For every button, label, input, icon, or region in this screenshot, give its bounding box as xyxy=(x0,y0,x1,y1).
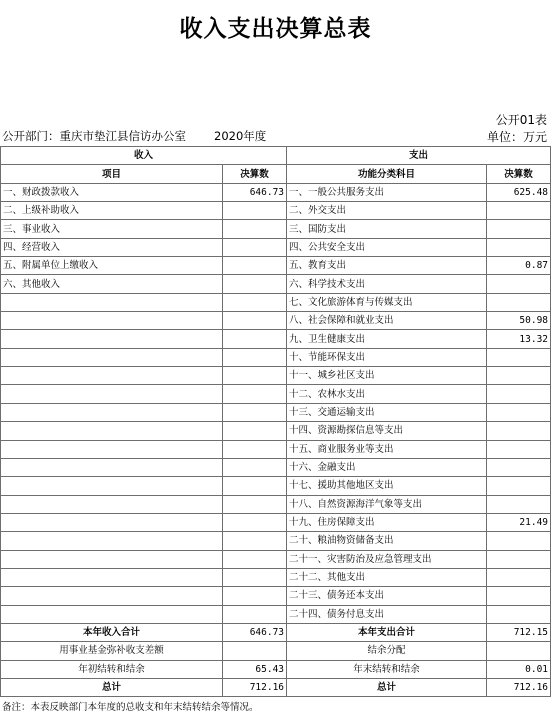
table-row xyxy=(1,330,551,348)
expense-value-cell xyxy=(487,587,551,605)
expense-value-cell: 50.98 xyxy=(487,312,551,330)
income-item-cell xyxy=(1,403,223,421)
table-row xyxy=(1,183,551,201)
table-column-header xyxy=(1,165,551,183)
unit-label: 单位：万元 xyxy=(486,130,547,144)
expense-value-cell xyxy=(487,202,551,220)
expense-value-cell xyxy=(487,238,551,256)
expense-value-cell xyxy=(487,220,551,238)
expense-value-cell xyxy=(487,605,551,623)
income-value-cell xyxy=(223,403,287,421)
subsidy-row xyxy=(1,642,551,660)
income-item-cell xyxy=(1,385,223,403)
table-row xyxy=(1,238,551,256)
expense-item-cell: 十九、住房保障支出 xyxy=(287,513,487,531)
income-item-cell xyxy=(1,458,223,476)
carryover-row xyxy=(1,660,551,678)
end-carryover-label: 年末结转和结余 xyxy=(287,660,487,678)
expense-item-cell: 二、外交支出 xyxy=(287,202,487,220)
table-row xyxy=(1,513,551,531)
table-row xyxy=(1,275,551,293)
income-item-cell xyxy=(1,495,223,513)
expense-item-cell: 十三、交通运输支出 xyxy=(287,403,487,421)
income-value-cell xyxy=(223,348,287,366)
expense-value-cell xyxy=(487,495,551,513)
table-row xyxy=(1,403,551,421)
table-row xyxy=(1,568,551,586)
distribution-value xyxy=(487,642,551,660)
income-value-cell xyxy=(223,587,287,605)
distribution-label: 结余分配 xyxy=(287,642,487,660)
income-item-cell: 一、财政拨款收入 xyxy=(1,183,223,201)
expense-value-cell xyxy=(487,367,551,385)
income-item-cell: 二、上级补助收入 xyxy=(1,202,223,220)
amount-column-header: 决算数 xyxy=(223,165,287,183)
table-row xyxy=(1,367,551,385)
income-value-cell xyxy=(223,385,287,403)
expense-item-cell: 十四、资源勘探信息等支出 xyxy=(287,422,487,440)
income-item-cell xyxy=(1,293,223,311)
expense-value-cell: 13.32 xyxy=(487,330,551,348)
table-row xyxy=(1,422,551,440)
end-carryover-value: 0.01 xyxy=(487,660,551,678)
expense-item-cell: 十七、援助其他地区支出 xyxy=(287,477,487,495)
table-row xyxy=(1,495,551,513)
expense-value-cell xyxy=(487,532,551,550)
income-value-cell xyxy=(223,275,287,293)
income-value-cell xyxy=(223,513,287,531)
income-value-cell xyxy=(223,330,287,348)
expense-value-cell: 21.49 xyxy=(487,513,551,531)
expense-item-cell: 二十三、债务还本支出 xyxy=(287,587,487,605)
table-row xyxy=(1,220,551,238)
table-row xyxy=(1,587,551,605)
table-section-header xyxy=(1,147,551,165)
expense-value-cell xyxy=(487,458,551,476)
income-value-cell xyxy=(223,605,287,623)
income-value-cell: 646.73 xyxy=(223,183,287,201)
income-item-cell xyxy=(1,513,223,531)
expense-value-cell xyxy=(487,440,551,458)
department-label: 公开部门：重庆市垫江县信访办公室 xyxy=(2,129,186,143)
expense-item-cell: 十二、农林水支出 xyxy=(287,385,487,403)
income-value-cell xyxy=(223,220,287,238)
income-value-cell xyxy=(223,458,287,476)
expense-item-cell: 四、公共安全支出 xyxy=(287,238,487,256)
subsidy-label: 用事业基金弥补收支差额 xyxy=(1,642,223,660)
income-value-cell xyxy=(223,367,287,385)
expense-total-label: 本年支出合计 xyxy=(287,623,487,641)
income-value-cell xyxy=(223,568,287,586)
income-value-cell xyxy=(223,477,287,495)
table-row xyxy=(1,257,551,275)
table-row xyxy=(1,312,551,330)
expense-item-cell: 二十、粮油物资储备支出 xyxy=(287,532,487,550)
expense-item-cell: 七、文化旅游体育与传媒支出 xyxy=(287,293,487,311)
report-title: 收入支出决算总表 xyxy=(179,16,372,42)
table-row xyxy=(1,385,551,403)
income-total-value: 646.73 xyxy=(223,623,287,641)
expense-value-cell xyxy=(487,568,551,586)
expense-value-cell xyxy=(487,293,551,311)
expense-value-cell xyxy=(487,550,551,568)
table-row xyxy=(1,605,551,623)
income-item-cell xyxy=(1,348,223,366)
expense-item-cell: 十八、自然资源海洋气象等支出 xyxy=(287,495,487,513)
table-row xyxy=(1,477,551,495)
grand-total-right: 712.16 xyxy=(487,678,551,696)
income-value-cell xyxy=(223,495,287,513)
table-row xyxy=(1,440,551,458)
table-row xyxy=(1,550,551,568)
table-row xyxy=(1,348,551,366)
expense-item-cell: 十六、金融支出 xyxy=(287,458,487,476)
income-value-cell xyxy=(223,550,287,568)
income-item-cell xyxy=(1,330,223,348)
expense-value-cell xyxy=(487,422,551,440)
expense-section-header: 支出 xyxy=(287,147,551,165)
income-value-cell xyxy=(223,312,287,330)
income-item-cell xyxy=(1,587,223,605)
income-item-cell xyxy=(1,568,223,586)
grand-total-left: 712.16 xyxy=(223,678,287,696)
expense-item-cell: 九、卫生健康支出 xyxy=(287,330,487,348)
amount2-column-header: 决算数 xyxy=(487,165,551,183)
expense-value-cell xyxy=(487,403,551,421)
income-value-cell xyxy=(223,440,287,458)
expense-value-cell: 0.87 xyxy=(487,257,551,275)
table-row xyxy=(1,293,551,311)
expense-item-cell: 十五、商业服务业等支出 xyxy=(287,440,487,458)
func-item-column-header: 功能分类科目 xyxy=(287,165,487,183)
table-row xyxy=(1,458,551,476)
expense-value-cell xyxy=(487,385,551,403)
table-row xyxy=(1,202,551,220)
expense-value-cell xyxy=(487,348,551,366)
income-item-cell xyxy=(1,367,223,385)
income-section-header: 收入 xyxy=(1,147,287,165)
footnote: 备注：本表反映部门本年度的总收支和年末结转结余等情况。 xyxy=(2,702,259,713)
expense-item-cell: 二十四、债务付息支出 xyxy=(287,605,487,623)
income-item-cell xyxy=(1,550,223,568)
income-item-cell: 五、附属单位上缴收入 xyxy=(1,257,223,275)
expense-item-cell: 五、教育支出 xyxy=(287,257,487,275)
income-value-cell xyxy=(223,257,287,275)
income-value-cell xyxy=(223,422,287,440)
income-total-label: 本年收入合计 xyxy=(1,623,223,641)
expense-item-cell: 三、国防支出 xyxy=(287,220,487,238)
income-value-cell xyxy=(223,532,287,550)
income-value-cell xyxy=(223,238,287,256)
expense-item-cell: 二十一、灾害防治及应急管理支出 xyxy=(287,550,487,568)
grand-total-label-left: 总计 xyxy=(1,678,223,696)
begin-carryover-label: 年初结转和结余 xyxy=(1,660,223,678)
expense-total-value: 712.15 xyxy=(487,623,551,641)
income-item-cell: 三、事业收入 xyxy=(1,220,223,238)
expense-value-cell: 625.48 xyxy=(487,183,551,201)
income-item-cell: 四、经营收入 xyxy=(1,238,223,256)
income-expense-table xyxy=(0,146,551,697)
year-label: 2020年度 xyxy=(214,129,267,143)
expense-item-cell: 六、科学技术支出 xyxy=(287,275,487,293)
totals-row xyxy=(1,623,551,641)
expense-item-cell: 二十二、其他支出 xyxy=(287,568,487,586)
begin-carryover-value: 65.43 xyxy=(223,660,287,678)
expense-value-cell xyxy=(487,275,551,293)
item-column-header: 项目 xyxy=(1,165,223,183)
income-value-cell xyxy=(223,293,287,311)
income-value-cell xyxy=(223,202,287,220)
expense-item-cell: 十、节能环保支出 xyxy=(287,348,487,366)
expense-item-cell: 十一、城乡社区支出 xyxy=(287,367,487,385)
subsidy-value xyxy=(223,642,287,660)
income-item-cell xyxy=(1,440,223,458)
income-item-cell xyxy=(1,422,223,440)
income-item-cell: 六、其他收入 xyxy=(1,275,223,293)
income-item-cell xyxy=(1,532,223,550)
expense-item-cell: 八、社会保障和就业支出 xyxy=(287,312,487,330)
grand-total-row xyxy=(1,678,551,696)
expense-item-cell: 一、一般公共服务支出 xyxy=(287,183,487,201)
table-row xyxy=(1,532,551,550)
income-item-cell xyxy=(1,477,223,495)
expense-value-cell xyxy=(487,477,551,495)
income-item-cell xyxy=(1,312,223,330)
form-number: 公开01表 xyxy=(495,113,547,127)
income-item-cell xyxy=(1,605,223,623)
grand-total-label-right: 总计 xyxy=(287,678,487,696)
